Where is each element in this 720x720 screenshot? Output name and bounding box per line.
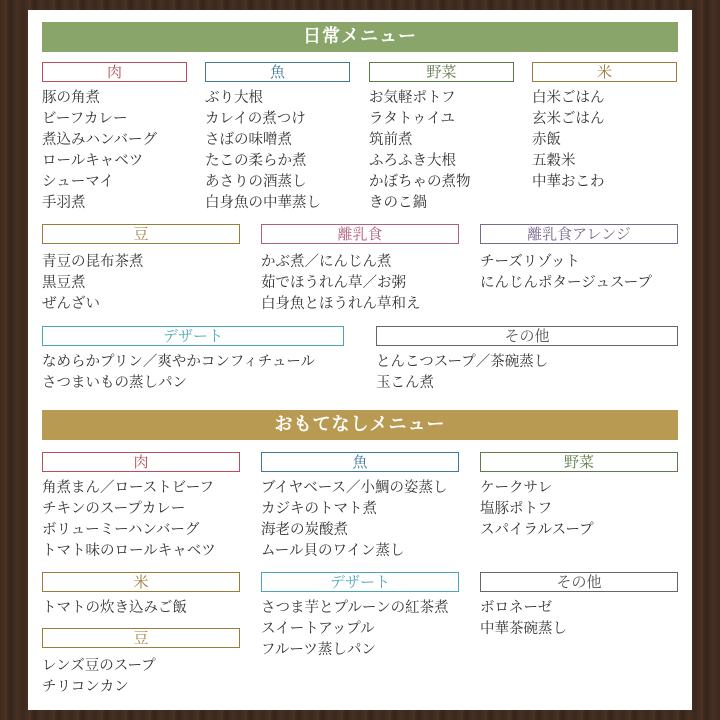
menu-item: ぜんざい — [42, 296, 100, 312]
guest-fish-list — [261, 478, 447, 562]
menu-item: ボリューミーハンバーグ — [42, 522, 200, 538]
daily-category-veg: 野菜 — [369, 62, 514, 82]
menu-item: フルーツ蒸しパン — [261, 642, 376, 658]
menu-item: 豚の角煮 — [42, 90, 100, 106]
guest-category-other: その他 — [480, 572, 678, 592]
menu-item: 玄米ごはん — [532, 111, 605, 127]
guest-category-veg: 野菜 — [480, 452, 678, 472]
daily-baby-food-list — [261, 252, 421, 315]
daily-category-baby-food: 離乳食 — [261, 224, 459, 244]
menu-card — [28, 10, 692, 710]
menu-item: 茹でほうれん草／お粥 — [261, 275, 406, 291]
daily-fish-list — [205, 88, 321, 214]
menu-item: カレイの煮つけ — [205, 111, 306, 127]
menu-item: 青豆の昆布茶煮 — [42, 254, 144, 270]
daily-baby-food-arrange-list — [480, 252, 652, 294]
guest-category-bean: 豆 — [42, 628, 240, 648]
daily-category-baby-food-arrange: 離乳食アレンジ — [480, 224, 678, 244]
daily-other-list — [376, 352, 548, 394]
daily-rice-list — [532, 88, 605, 193]
guest-dessert-list — [261, 598, 449, 661]
menu-item: トマト味のロールキャベツ — [42, 543, 216, 559]
menu-item: 赤飯 — [532, 132, 561, 148]
daily-bean-list — [42, 252, 144, 315]
menu-item: チキンのスープカレー — [42, 501, 186, 517]
menu-item: 玉こん煮 — [376, 375, 434, 391]
menu-item: かぶ煮／にんじん煮 — [261, 254, 392, 270]
daily-category-dessert: デザート — [42, 326, 344, 346]
daily-veg-list — [369, 88, 471, 214]
guest-meat-list — [42, 478, 216, 562]
menu-item: ラタトゥイユ — [369, 111, 455, 127]
menu-item: ぶり大根 — [205, 90, 263, 106]
daily-meat-list — [42, 88, 157, 214]
guest-category-meat: 肉 — [42, 452, 240, 472]
menu-item: カジキのトマト煮 — [261, 501, 377, 517]
menu-item: トマトの炊き込みご飯 — [42, 600, 187, 616]
menu-item: ロールキャベツ — [42, 153, 144, 169]
menu-item: 煮込みハンバーグ — [42, 132, 157, 148]
menu-item: 白米ごはん — [532, 90, 605, 106]
menu-item: なめらかプリン／爽やかコンフィチュール — [42, 354, 316, 370]
menu-item: 白身魚の中華蒸し — [205, 195, 321, 211]
daily-category-other: その他 — [376, 326, 678, 346]
menu-item: 筑前煮 — [369, 132, 413, 148]
daily-dessert-list — [42, 352, 315, 394]
guest-menu-banner: おもてなしメニュー — [42, 410, 678, 440]
guest-category-rice: 米 — [42, 572, 240, 592]
menu-item: 手羽煮 — [42, 195, 86, 211]
guest-category-fish: 魚 — [261, 452, 459, 472]
menu-item: にんじんポタージュスープ — [480, 275, 652, 291]
menu-item: ムール貝のワイン蒸し — [261, 543, 405, 559]
menu-item: たこの柔らか煮 — [205, 153, 307, 169]
menu-item: かぼちゃの煮物 — [369, 174, 471, 190]
daily-category-rice: 米 — [532, 62, 677, 82]
daily-menu-banner: 日常メニュー — [42, 22, 678, 52]
menu-item: きのこ鍋 — [369, 195, 427, 211]
menu-item: 塩豚ポトフ — [480, 501, 553, 517]
guest-bean-list — [42, 656, 156, 698]
menu-item: 五穀米 — [532, 153, 576, 169]
menu-item: ボロネーゼ — [480, 600, 553, 616]
menu-item: ふろふき大根 — [369, 153, 456, 169]
guest-other-list — [480, 598, 567, 640]
menu-item: ケークサレ — [480, 480, 553, 496]
menu-item: スイートアップル — [261, 621, 375, 637]
menu-item: 中華おこわ — [532, 174, 605, 190]
guest-veg-list — [480, 478, 594, 541]
menu-item: チーズリゾット — [480, 254, 580, 270]
menu-item: あさりの酒蒸し — [205, 174, 307, 190]
menu-item: レンズ豆のスープ — [42, 658, 156, 674]
menu-item: とんこつスープ／茶碗蒸し — [376, 354, 549, 370]
menu-item: 中華茶碗蒸し — [480, 621, 567, 637]
daily-category-bean: 豆 — [42, 224, 240, 244]
guest-rice-list — [42, 598, 187, 619]
menu-item: ビーフカレー — [42, 111, 128, 127]
daily-category-meat: 肉 — [42, 62, 187, 82]
menu-item: さつま芋とプルーンの紅茶煮 — [261, 600, 449, 616]
menu-item: ブイヤベース／小鯛の姿蒸し — [261, 480, 448, 496]
menu-item: 白身魚とほうれん草和え — [261, 296, 421, 312]
menu-item: シューマイ — [42, 174, 114, 190]
menu-item: さばの味噌煮 — [205, 132, 292, 148]
menu-item: 海老の炭酸煮 — [261, 522, 348, 538]
guest-category-dessert: デザート — [261, 572, 459, 592]
menu-item: チリコンカン — [42, 679, 129, 695]
menu-item: さつまいもの蒸しパン — [42, 375, 187, 391]
daily-category-fish: 魚 — [205, 62, 350, 82]
menu-item: お気軽ポトフ — [369, 90, 456, 106]
menu-item: スパイラルスープ — [480, 522, 594, 538]
menu-item: 角煮まん／ローストビーフ — [42, 480, 214, 496]
menu-item: 黒豆煮 — [42, 275, 86, 291]
